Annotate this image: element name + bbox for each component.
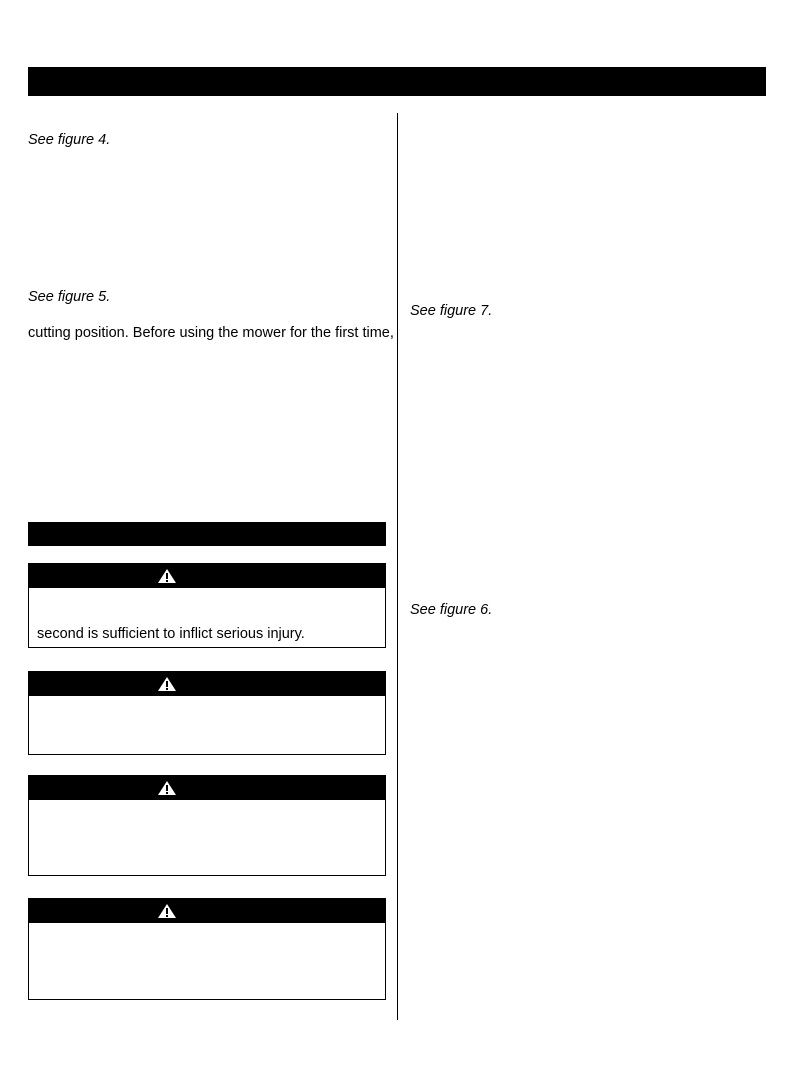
column-divider bbox=[397, 113, 398, 1020]
warning-body bbox=[29, 588, 385, 646]
figure-4-reference: See figure 4. bbox=[28, 132, 111, 148]
warning-header bbox=[29, 672, 385, 696]
warning-text-line: second is sufficient to inflict serious injury. bbox=[37, 626, 305, 642]
warning-body bbox=[29, 923, 385, 998]
figure-5-paragraph-line: cutting position. Before using the mower for the first time, bbox=[28, 325, 394, 341]
warning-box-1 bbox=[28, 563, 386, 648]
warning-box-3 bbox=[28, 775, 386, 876]
figure-7-reference: See figure 7. bbox=[410, 303, 493, 319]
page-header-bar bbox=[28, 67, 766, 96]
warning-header bbox=[29, 564, 385, 588]
section-header-bar bbox=[28, 522, 386, 546]
warning-triangle-icon bbox=[157, 903, 177, 919]
figure-5-reference: See figure 5. bbox=[28, 289, 111, 305]
warning-body bbox=[29, 800, 385, 874]
warning-header bbox=[29, 776, 385, 800]
warning-triangle-icon bbox=[157, 568, 177, 584]
warning-body bbox=[29, 696, 385, 753]
warning-triangle-icon bbox=[157, 676, 177, 692]
figure-6-reference: See figure 6. bbox=[410, 602, 493, 618]
warning-box-4 bbox=[28, 898, 386, 1000]
warning-box-2 bbox=[28, 671, 386, 755]
warning-header bbox=[29, 899, 385, 923]
warning-triangle-icon bbox=[157, 780, 177, 796]
